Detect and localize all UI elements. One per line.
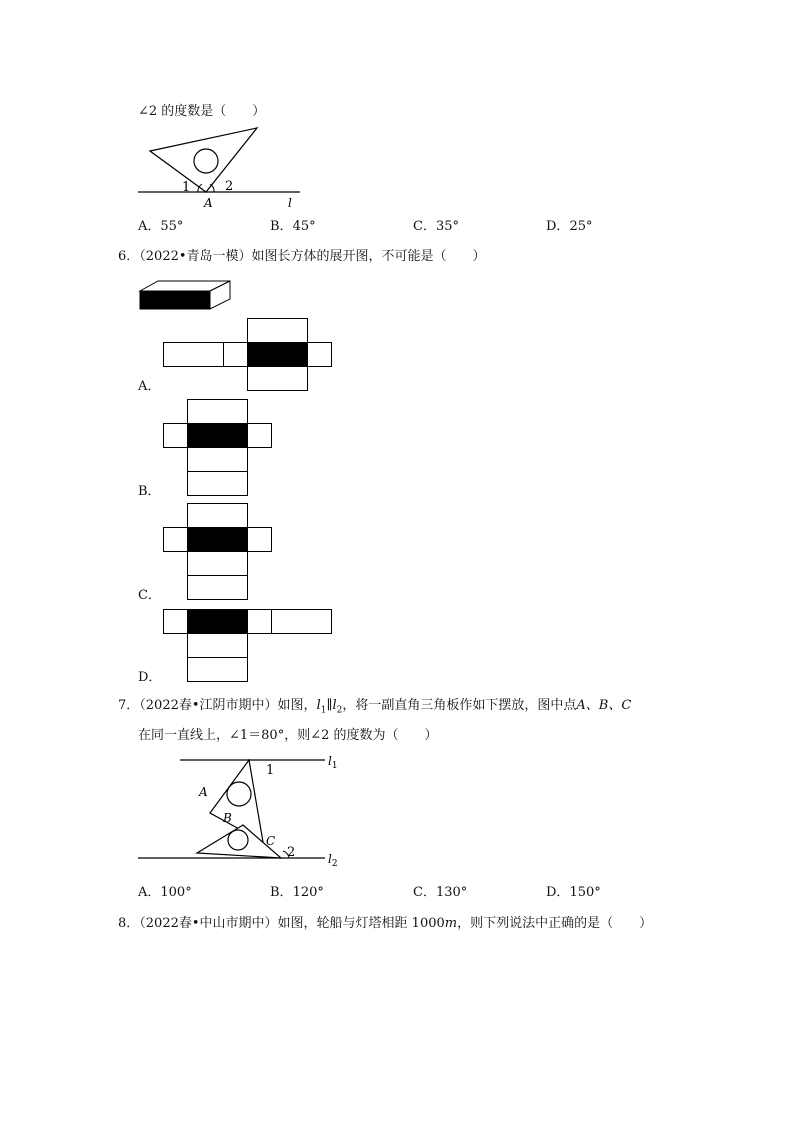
q7-label-2: 2 (287, 845, 296, 860)
q7-option-c[interactable]: C．130° (413, 885, 468, 900)
q5-option-b[interactable]: B．45° (270, 219, 316, 234)
q8-stem: 8．（2022春•中山市期中）如图，轮船与灯塔相距 1000m，则下列说法中正确的是（ ） (118, 916, 653, 931)
q7-option-a[interactable]: A．100° (138, 885, 192, 900)
q5-stem-tail: ∠2 的度数是（ ） (138, 104, 266, 119)
q6-source: （2022•青岛一模） (139, 249, 252, 264)
q7-label-C: C (266, 834, 276, 848)
q7-option-d[interactable]: D．150° (546, 885, 601, 900)
q6-option-a[interactable]: A． (138, 379, 161, 394)
q7-stem-line1: 7．（2022春•江阴市期中）如图，$l_1\parallel l_2$，将一副直角三角板作如下摆放，图中点A、B、C (118, 698, 632, 716)
q6-option-b[interactable]: B． (138, 484, 161, 499)
q7-label-l1: $l_1$ (328, 754, 338, 771)
q5-figure (130, 124, 310, 214)
q7-option-b[interactable]: B．120° (270, 885, 324, 900)
q5-option-a[interactable]: A．55° (138, 219, 184, 234)
q5-label-l: l (288, 196, 292, 210)
q6-option-c[interactable]: C． (138, 588, 161, 603)
q5-label-2: 2 (225, 179, 234, 194)
q6-cuboid (138, 279, 234, 313)
q6-option-d[interactable]: D． (138, 670, 162, 685)
q7-stem-line2: 在同一直线上，∠1＝80°，则∠2 的度数为（ ） (138, 728, 438, 743)
q7-label-1: 1 (266, 763, 275, 778)
q5-option-d[interactable]: D．25° (546, 219, 593, 234)
q6-stem-text: 如图长方体的展开图，不可能是（ ） (251, 249, 486, 264)
q5-label-A: A (204, 196, 213, 210)
q7-label-l2: $l_2$ (328, 852, 338, 869)
q5-label-1: 1 (182, 180, 191, 195)
q7-figure (135, 750, 355, 875)
q7-label-A: A (199, 785, 208, 799)
q7-label-B: B (223, 811, 232, 825)
q6-stem (118, 248, 486, 266)
q5-option-c[interactable]: C．35° (413, 219, 459, 234)
q6-number: 6． (118, 249, 140, 264)
q5-triangle (150, 128, 257, 192)
